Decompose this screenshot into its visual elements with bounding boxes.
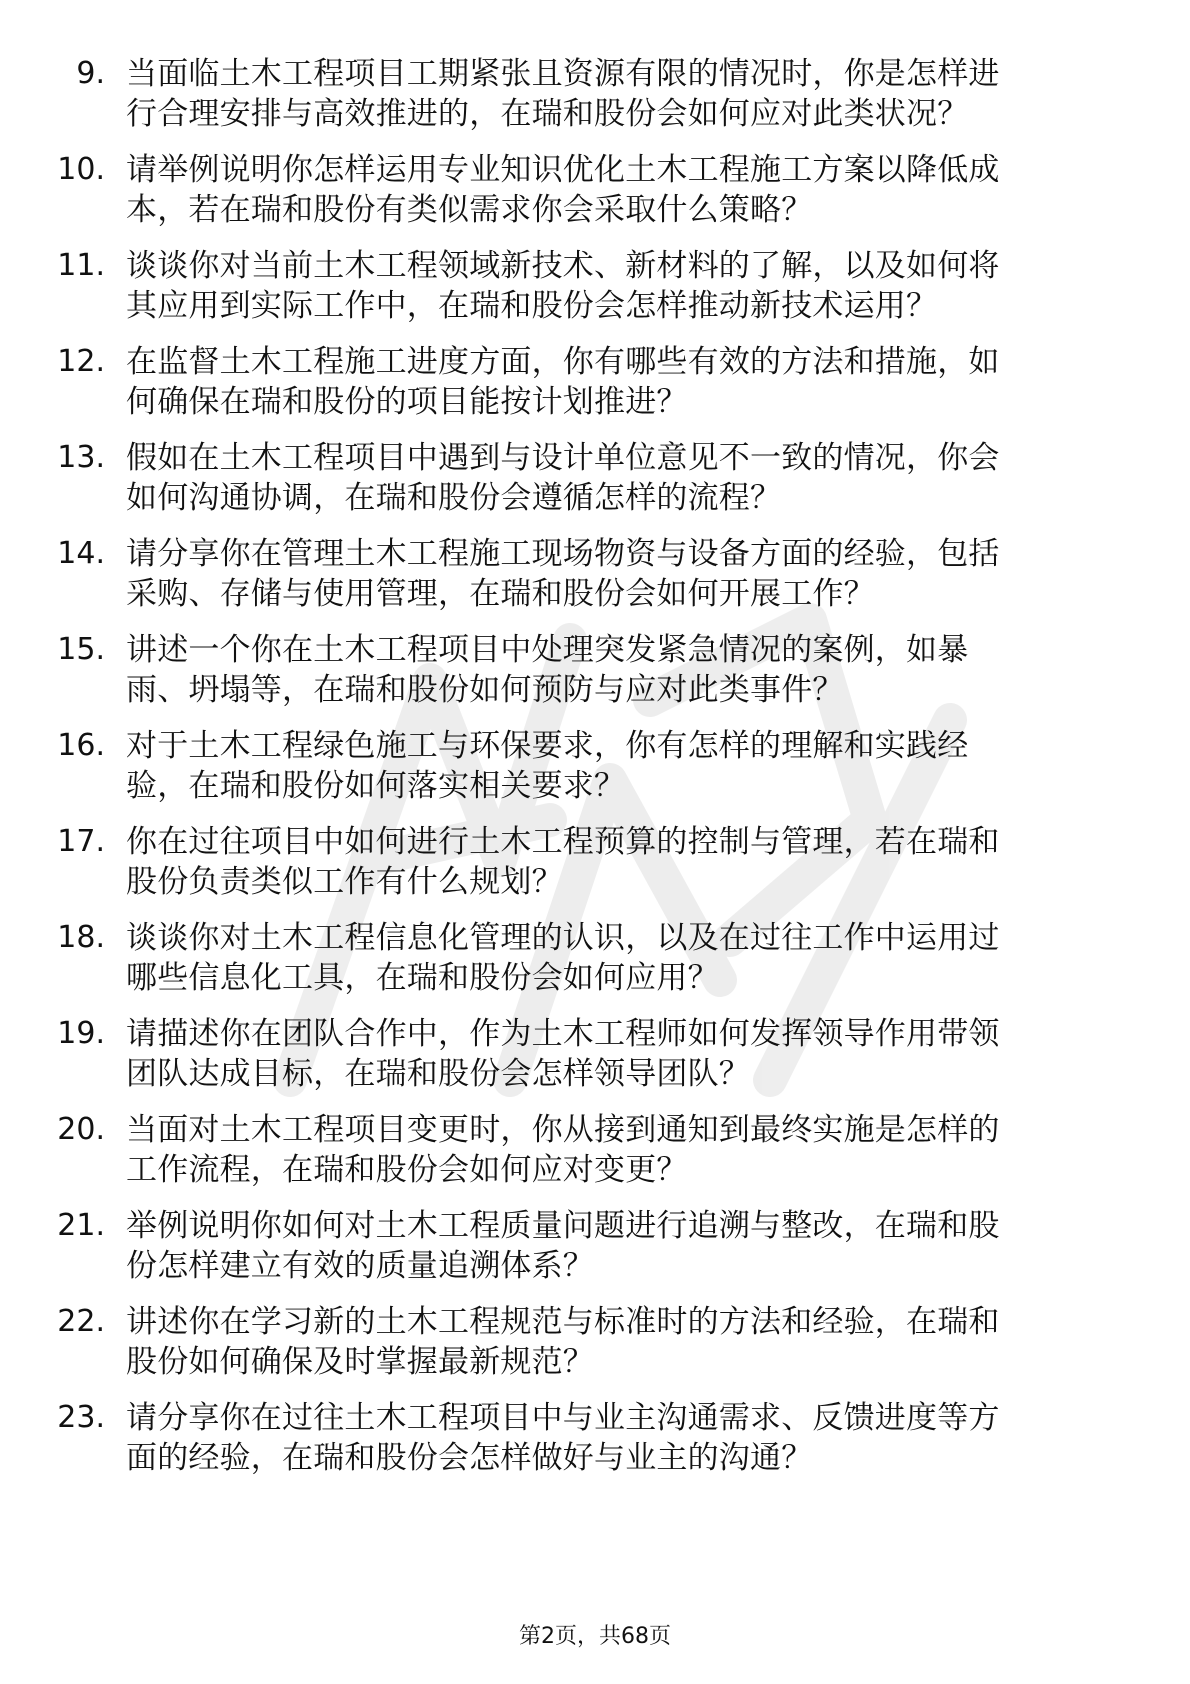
question-number: 19. (57, 1016, 105, 1051)
question-text-line-1: 讲述一个你在土木工程项目中处理突发紧急情况的案例，如暴 (126, 632, 969, 668)
question-item-12 (0, 336, 1190, 432)
question-number: 15. (57, 632, 105, 667)
question-list (0, 48, 1190, 1488)
question-text-line-2: 其应用到实际工作中，在瑞和股份会怎样推动新技术运用？ (126, 288, 938, 324)
question-item-13 (0, 432, 1190, 528)
question-item-17 (0, 816, 1190, 912)
question-text-line-1: 讲述你在学习新的土木工程规范与标准时的方法和经验，在瑞和 (126, 1304, 1000, 1340)
question-item-21 (0, 1200, 1190, 1296)
question-text-line-1: 举例说明你如何对土木工程质量问题进行追溯与整改，在瑞和股 (126, 1208, 1000, 1244)
question-text-line-1: 你在过往项目中如何进行土木工程预算的控制与管理，若在瑞和 (126, 824, 1000, 860)
question-number: 12. (57, 344, 105, 379)
question-number: 17. (57, 824, 105, 859)
question-text-line-1: 当面对土木工程项目变更时，你从接到通知到最终实施是怎样的 (126, 1112, 1000, 1148)
question-text-line-1: 谈谈你对土木工程信息化管理的认识，以及在过往工作中运用过 (126, 920, 1000, 956)
question-number: 13. (57, 440, 105, 475)
question-text-line-2: 股份如何确保及时掌握最新规范？ (126, 1344, 594, 1380)
question-text-line-1: 谈谈你对当前土木工程领域新技术、新材料的了解，以及如何将 (126, 248, 1000, 284)
question-text-line-2: 哪些信息化工具，在瑞和股份会如何应用？ (126, 960, 719, 996)
question-text-line-2: 份怎样建立有效的质量追溯体系？ (126, 1248, 594, 1284)
question-item-16 (0, 720, 1190, 816)
question-text-line-1: 在监督土木工程施工进度方面，你有哪些有效的方法和措施，如 (126, 344, 1000, 380)
question-text-line-1: 假如在土木工程项目中遇到与设计单位意见不一致的情况，你会 (126, 440, 1000, 476)
question-text-line-2: 面的经验，在瑞和股份会怎样做好与业主的沟通？ (126, 1440, 813, 1476)
question-item-19 (0, 1008, 1190, 1104)
question-text-line-1: 对于土木工程绿色施工与环保要求，你有怎样的理解和实践经 (126, 728, 969, 764)
question-text-line-2: 何确保在瑞和股份的项目能按计划推进？ (126, 384, 688, 420)
question-number: 21. (57, 1208, 105, 1243)
question-number: 18. (57, 920, 105, 955)
question-text-line-2: 股份负责类似工作有什么规划？ (126, 864, 563, 900)
page-footer (0, 1622, 1190, 1652)
question-text-line-2: 团队达成目标，在瑞和股份会怎样领导团队？ (126, 1056, 750, 1092)
question-text-line-2: 验，在瑞和股份如何落实相关要求？ (126, 768, 626, 804)
question-text-line-2: 本，若在瑞和股份有类似需求你会采取什么策略？ (126, 192, 813, 228)
question-item-18 (0, 912, 1190, 1008)
question-number: 11. (57, 248, 105, 283)
page-number-label: 第2页，共68页 (519, 1624, 671, 1649)
question-text-line-2: 雨、坍塌等，在瑞和股份如何预防与应对此类事件？ (126, 672, 844, 708)
question-item-22 (0, 1296, 1190, 1392)
question-text-line-1: 请举例说明你怎样运用专业知识优化土木工程施工方案以降低成 (126, 152, 1000, 188)
question-item-23 (0, 1392, 1190, 1488)
question-number: 10. (57, 152, 105, 187)
question-number: 9. (76, 56, 105, 91)
question-item-10 (0, 144, 1190, 240)
question-text-line-1: 请描述你在团队合作中，作为土木工程师如何发挥领导作用带领 (126, 1016, 1000, 1052)
question-text-line-1: 请分享你在管理土木工程施工现场物资与设备方面的经验，包括 (126, 536, 1000, 572)
question-number: 14. (57, 536, 105, 571)
question-text-line-1: 当面临土木工程项目工期紧张且资源有限的情况时，你是怎样进 (126, 56, 1000, 92)
question-text-line-2: 行合理安排与高效推进的，在瑞和股份会如何应对此类状况？ (126, 96, 969, 132)
question-number: 16. (57, 728, 105, 763)
question-text-line-1: 请分享你在过往土木工程项目中与业主沟通需求、反馈进度等方 (126, 1400, 1000, 1436)
question-number: 23. (57, 1400, 105, 1435)
question-item-15 (0, 624, 1190, 720)
question-item-9 (0, 48, 1190, 144)
question-text-line-2: 采购、存储与使用管理，在瑞和股份会如何开展工作？ (126, 576, 875, 612)
question-item-20 (0, 1104, 1190, 1200)
question-number: 22. (57, 1304, 105, 1339)
question-item-11 (0, 240, 1190, 336)
question-text-line-2: 如何沟通协调，在瑞和股份会遵循怎样的流程？ (126, 480, 782, 516)
question-number: 20. (57, 1112, 105, 1147)
question-text-line-2: 工作流程，在瑞和股份会如何应对变更？ (126, 1152, 688, 1188)
question-item-14 (0, 528, 1190, 624)
